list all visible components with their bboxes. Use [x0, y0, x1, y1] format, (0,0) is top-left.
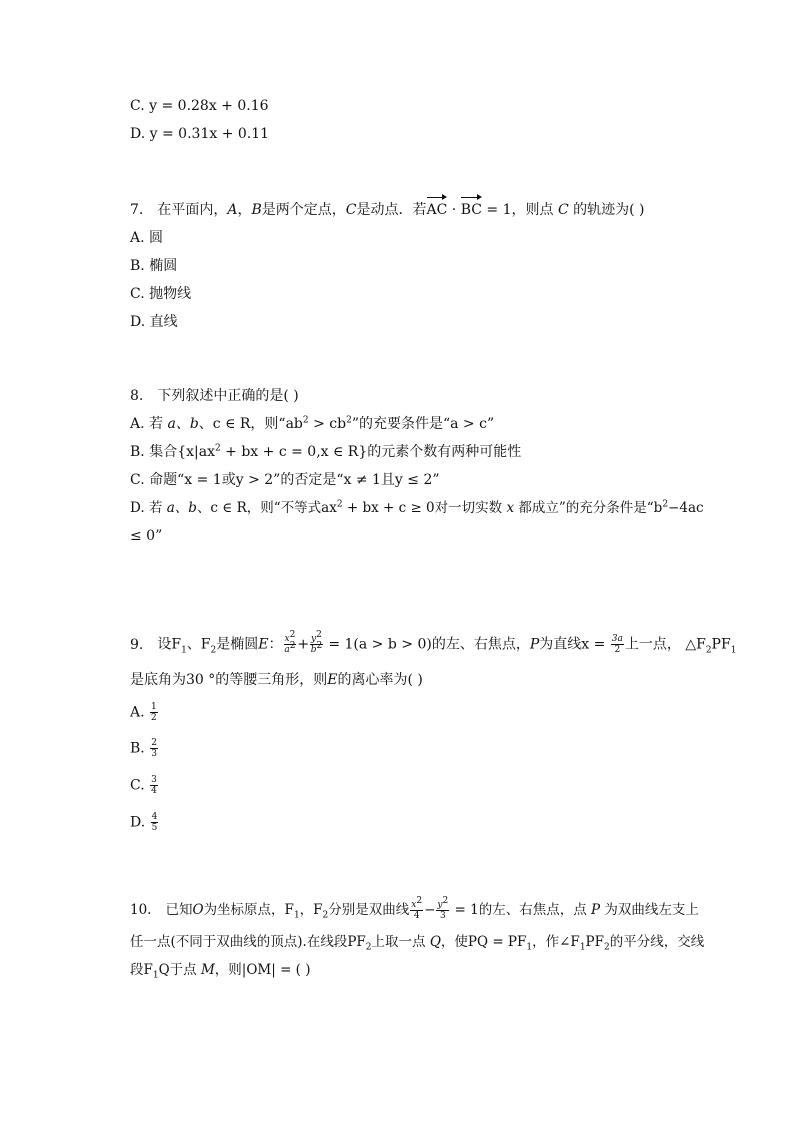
fraction-option: $\frac{3}{4}$	[151, 775, 157, 796]
stem-text: 下列叙述中正确的是( )	[157, 388, 299, 404]
option-text: 直线	[149, 314, 178, 330]
stem-text: 上一点， △F	[624, 636, 706, 653]
subscript: 2	[365, 942, 372, 953]
option-text: 抛物线	[149, 286, 192, 302]
vector-bc: BC	[460, 202, 482, 218]
q9-option-a	[130, 702, 159, 723]
variable: C	[345, 202, 357, 218]
variable: A	[227, 202, 238, 218]
variable: C	[557, 202, 569, 218]
q8-option-a	[130, 414, 494, 434]
stem-text: ，则|OM| = ( )	[214, 962, 311, 978]
stem-text: ，使PQ = PF	[440, 934, 527, 950]
q8-option-d-continued	[130, 526, 162, 546]
option-label: C.	[130, 286, 145, 302]
q7-option-a	[130, 228, 163, 248]
question-number: 7.	[130, 202, 144, 218]
option-label: B.	[130, 444, 145, 460]
variable: Q	[429, 934, 441, 950]
option-label: C.	[130, 472, 145, 488]
stem-text: 的平分线，交线	[609, 934, 705, 950]
fraction-option: $\frac{4}{5}$	[151, 812, 158, 833]
fraction-3a-2: $\frac{3a}{2}$	[611, 634, 623, 655]
stem-text: PF	[711, 636, 731, 653]
stem-text: 任一点(不同于双曲线的顶点).在线段PF	[130, 934, 366, 950]
fraction-y2-3: $\frac{y^2}{3}$	[437, 896, 449, 921]
q9-option-d	[130, 812, 159, 833]
variable: P	[591, 902, 601, 918]
subscript: 1	[181, 645, 187, 656]
option-text: y = 0.28x + 0.16	[149, 98, 269, 114]
option-text: + bx + c ≥ 0对一切实数	[342, 500, 507, 516]
stem-text: 是底角为30 °的等腰三角形，则	[130, 672, 328, 688]
question-number: 9.	[130, 636, 144, 653]
exponent: 2	[302, 415, 309, 426]
q10-stem-line3	[130, 960, 311, 980]
stem-text: 的离心率为( )	[337, 672, 423, 688]
option-text: 若	[149, 416, 168, 432]
option-label: C.	[130, 777, 145, 794]
option-label: A.	[130, 416, 145, 432]
stem-text: ，	[237, 202, 252, 218]
stem-text: 在平面内，	[157, 202, 228, 218]
option-label: B.	[130, 740, 145, 757]
subscript: 2	[210, 645, 217, 656]
stem-text: 分别是双曲线	[328, 902, 410, 918]
stem-text: 的轨迹为( )	[568, 202, 645, 218]
stem-text: 为双曲线左支上	[600, 902, 699, 918]
stem-text: 上取一点	[371, 934, 430, 950]
variable: x	[506, 500, 515, 516]
question-number: 8.	[130, 388, 144, 404]
fraction-option: $\frac{1}{2}$	[151, 702, 157, 723]
q7-option-d	[130, 312, 178, 332]
stem-text: ，作∠F	[532, 934, 580, 950]
variable: E	[327, 672, 338, 688]
vector-ac: AC	[426, 202, 448, 218]
exponent: 2	[214, 443, 221, 454]
subscript: 1	[579, 942, 586, 953]
option-text: 集合{x|ax	[149, 444, 215, 460]
option-label: D.	[130, 500, 145, 516]
option-text: > cb	[308, 416, 347, 432]
q9-option-b	[130, 738, 159, 759]
stem-text: 是动点．若	[356, 202, 427, 218]
stem-text: 、F	[186, 636, 211, 653]
option-label: B.	[130, 258, 145, 274]
option-text: ”的充要条件是“a > c”	[351, 416, 495, 432]
variable: M	[200, 962, 215, 978]
stem-text: Q于点	[158, 962, 201, 978]
plus-operator: +	[297, 636, 310, 653]
q9-stem-continued	[130, 670, 423, 690]
stem-text: PF	[585, 934, 604, 950]
option-text: 圆	[149, 230, 164, 246]
q7-stem	[130, 200, 645, 220]
variable: P	[529, 636, 540, 653]
stem-text: ，F	[299, 902, 323, 918]
exponent: 2	[662, 499, 669, 510]
variable: O	[192, 902, 204, 918]
subscript: 1	[293, 910, 300, 921]
q8-option-d	[130, 498, 704, 518]
stem-text: = 1(a > b > 0)的左、右焦点，	[323, 636, 530, 653]
q6-option-d	[130, 124, 269, 144]
option-label: D.	[130, 314, 146, 330]
option-text: 椭圆	[149, 258, 178, 274]
variable: a、b	[167, 416, 199, 432]
subscript: 2	[705, 645, 712, 656]
q10-stem	[130, 896, 699, 921]
option-label: D.	[130, 126, 146, 142]
q6-option-c	[130, 96, 269, 116]
option-text: 命题“x = 1或y > 2”的否定是“x ≠ 1且y ≤ 2”	[149, 472, 440, 488]
option-text: 、c ∈ R，则“ab	[198, 416, 303, 432]
q7-option-b	[130, 256, 177, 276]
stem-text: 为直线x =	[539, 636, 610, 653]
stem-text: 是两个定点，	[261, 202, 346, 218]
subscript: 1	[152, 970, 159, 981]
q8-option-c	[130, 470, 440, 490]
stem-text: 已知	[165, 902, 193, 918]
option-text: −4ac	[668, 500, 704, 516]
exponent: 2	[346, 415, 352, 426]
subscript: 1	[526, 942, 533, 953]
q8-option-b	[130, 442, 521, 462]
minus-operator: −	[424, 902, 436, 918]
stem-text: ：	[268, 636, 283, 653]
stem-text: 段F	[130, 962, 153, 978]
dot-operator: ·	[447, 202, 461, 218]
q7-option-c	[130, 284, 191, 304]
option-text: 都成立”的充分条件是“b	[514, 500, 663, 516]
exponent: 2	[336, 499, 343, 510]
q9-stem	[130, 630, 737, 656]
option-text: y = 0.31x + 0.11	[149, 126, 270, 142]
option-label: A.	[130, 230, 145, 246]
subscript: 2	[322, 910, 329, 921]
stem-text: = 1的左、右焦点，点	[450, 902, 592, 918]
stem-text: 为坐标原点，F	[203, 902, 294, 918]
option-label: C.	[130, 98, 145, 114]
option-text: + bx + c = 0,x ∈ R}的元素个数有两种可能性	[220, 444, 522, 460]
stem-text: 设F	[157, 636, 182, 653]
variable: a、b	[166, 500, 197, 516]
q10-stem-line2	[130, 932, 704, 952]
variable: E	[258, 636, 269, 653]
fraction-x2-a2: $\frac{x^2}{a^2}$	[284, 630, 296, 655]
stem-text: = 1，则点	[481, 202, 558, 218]
option-text: 若	[148, 500, 167, 516]
stem-text: 是椭圆	[216, 636, 259, 653]
option-label: A.	[130, 704, 145, 721]
option-label: D.	[130, 814, 146, 831]
option-text: 、c ∈ R，则“不等式ax	[196, 500, 337, 516]
variable: B	[251, 202, 262, 218]
fraction-option: $\frac{2}{3}$	[151, 738, 157, 759]
fraction-y2-b2: $\frac{y^2}{b^2}$	[310, 630, 323, 655]
option-text: ≤ 0”	[130, 528, 163, 544]
q8-stem	[130, 386, 299, 406]
question-number: 10.	[130, 902, 152, 918]
fraction-x2-4: $\frac{x^2}{4}$	[411, 896, 423, 921]
q9-option-c	[130, 775, 159, 796]
subscript: 1	[730, 645, 737, 656]
subscript: 2	[604, 942, 610, 953]
